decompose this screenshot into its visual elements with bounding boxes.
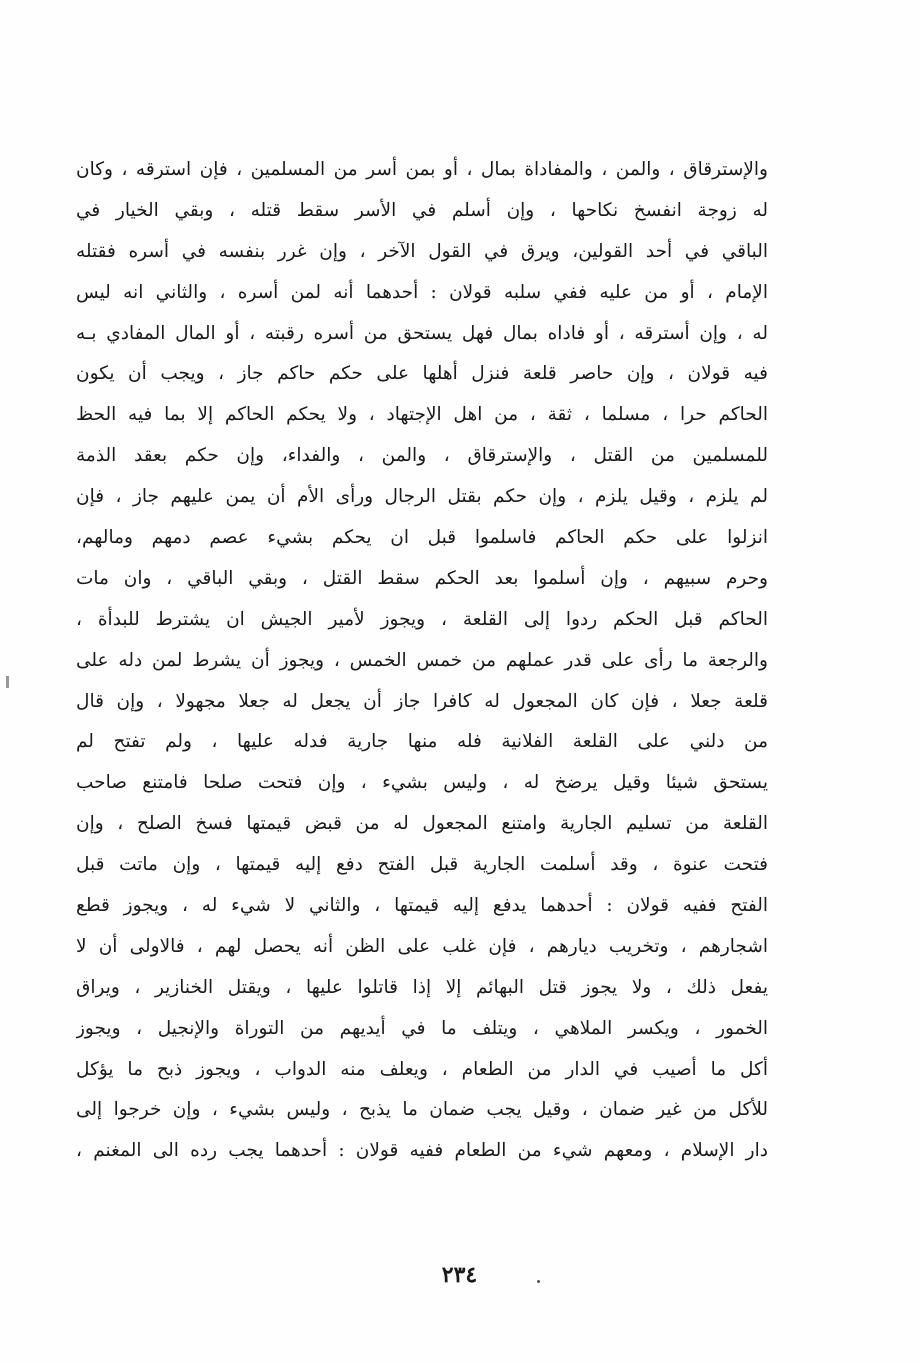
text-line: الحاكم قبل الحكم ردوا إلى القلعة ، ويجوز لأمير الجيش ان يشترط للبدأة ،: [76, 608, 768, 630]
text-line: وحرم سبيهم ، وإن أسلموا بعد الحكم سقط القتل ، وبقي الباقي ، وان مات: [76, 567, 768, 589]
text-line: للأكل من غير ضمان ، وقيل يجب ضمان ما يذبح ، وليس بشيء ، وإن خرجوا إلى: [76, 1099, 768, 1121]
text-line: يستحق شيئا وقيل يرضخ له ، وليس بشيء ، وإن فتحت صلحا فامتنع صاحب: [76, 772, 768, 794]
text-line: الإمام ، أو من عليه ففي سلبه قولان : أحدهما أنه لمن أسره ، والثاني انه ليس: [76, 281, 768, 303]
text-line: الباقي في أحد القولين، ويرق في القول الآخر ، وإن غرر بنفسه في أسره فقتله: [76, 240, 768, 262]
text-line: دار الإسلام ، ومعهم شيء من الطعام ففيه قولان : أحدهما يجب رده الى المغنم ،: [76, 1140, 768, 1162]
text-line: الحاكم حرا ، مسلما ، ثقة ، من اهل الإجتهاد ، ولا يحكم الحاكم إلا بما فيه الحظ: [76, 404, 768, 426]
text-line: الخمور ، ويكسر الملاهي ، ويتلف ما في أيديهم من التوراة والإنجيل ، ويجوز: [76, 1017, 768, 1039]
text-line: اشجارهم ، وتخريب ديارهم ، فإن غلب على الظن أنه يحصل لهم ، فالاولى أن لا: [76, 935, 768, 957]
text-line: فتحت عنوة ، وقد أسلمت الجارية قبل الفتح دفع إليه قيمتها ، وإن ماتت قبل: [76, 854, 768, 876]
text-line: والإسترقاق ، والمن ، والمفاداة بمال ، أو بمن أسر من المسلمين ، فإن استرقه ، وكان: [76, 159, 768, 180]
page-number: ٢٣٤: [441, 1262, 478, 1288]
text-line: له ، وإن أسترقه ، أو فاداه بمال فهل يستحق من أسره رقبته ، أو المال المفادي بـه: [76, 322, 768, 344]
text-line: القلعة من تسليم الجارية وامتنع المجعول له من قبض قيمتها فسخ الصلح ، وإن: [76, 813, 768, 835]
text-line: من دلني على القلعة الفلانية فله منها جارية فدله عليها ، ولم تفتح لم: [76, 731, 768, 753]
text-line: لم يلزم ، وقيل يلزم ، وإن حكم بقتل الرجال ورأى الأم أن يمن عليهم جاز ، فإن: [76, 486, 768, 508]
text-line: للمسلمين من القتل ، والإسترقاق ، والمن ، والفداء، وإن حكم بعقد الذمة: [76, 445, 768, 467]
text-line: أكل ما أصيب في الدار من الطعام ، ويعلف منه الدواب ، ويجوز ذبح ما يؤكل: [76, 1058, 768, 1080]
text-line: يفعل ذلك ، ولا يجوز قتل البهائم إلا إذا قاتلوا عليها ، ويقتل الخنازير ، ويراق: [76, 976, 768, 998]
text-line: قلعة جعلا ، فإن كان المجعول له كافرا جاز أن يجعل له جعلا مجهولا ، وإن قال: [76, 690, 768, 712]
text-line: والرجعة ما رأى على قدر عملهم من خمس الخمس ، ويجوز أن يشرط لمن دله على: [76, 649, 768, 671]
text-line: له زوجة انفسخ نكاحها ، وإن أسلم في الأسر سقط قتله ، وبقي الخيار في: [76, 199, 768, 221]
body-text: [76, 150, 768, 1172]
margin-mark: [6, 676, 9, 688]
ink-speck: [537, 1280, 540, 1283]
text-line: فيه قولان ، وإن حاصر قلعة فنزل أهلها على حكم حاكم جاز ، ويجب أن يكون: [76, 363, 768, 385]
text-line: انزلوا على حكم الحاكم فاسلموا قبل ان يحكم بشيء عصم دمهم ومالهم،: [76, 527, 768, 549]
text-line: الفتح ففيه قولان : أحدهما يدفع إليه قيمتها ، والثاني لا شيء له ، ويجوز قطع: [76, 895, 768, 917]
